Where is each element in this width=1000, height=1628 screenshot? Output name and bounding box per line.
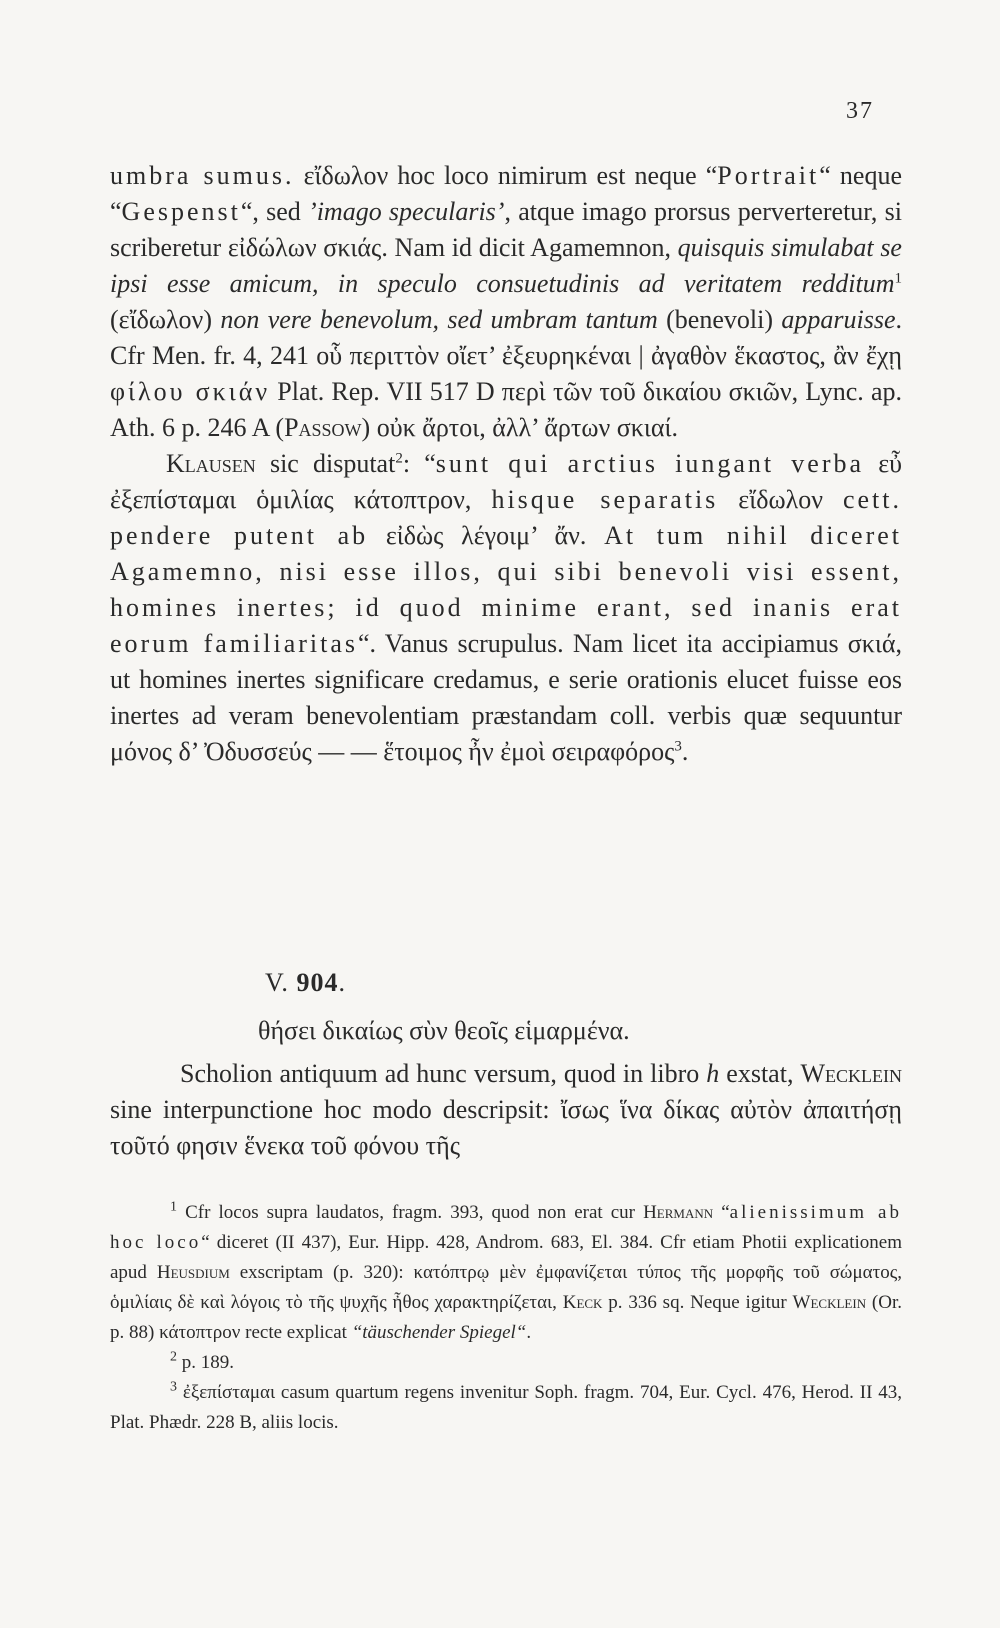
footnote-label: 1	[170, 1199, 177, 1215]
footnotes	[110, 1198, 902, 1438]
greek-text: ἐξεπίσταμαι	[177, 1382, 276, 1403]
text-segment: Plat. Rep. VII 517 D	[270, 377, 502, 406]
italic-text: quisquis simulabat se ipsi esse amicum, in speculo consuetudinis ad veritatem redditum	[110, 233, 902, 298]
page-number: 37	[846, 98, 874, 124]
text-segment: “	[713, 1202, 730, 1223]
greek-spaced-text: φίλου σκιάν	[110, 377, 271, 406]
text-segment: .	[681, 737, 689, 766]
text-segment: sic disputat	[255, 449, 396, 478]
greek-text: ἴσως ἵνα δίκας αὐτὸν ἀπαιτήσῃ τοῦτό φησιν ἕνεκα τοῦ φόνου τῆς	[110, 1095, 903, 1160]
text-segment: )	[361, 413, 377, 442]
heading-prefix: V.	[265, 968, 297, 997]
text-segment: Cfr locos supra laudatos, fragm. 393, quod non erat cur	[177, 1202, 644, 1223]
text-segment: hoc loco nimirum est neque “	[397, 161, 718, 190]
small-caps-name: Klausen	[166, 449, 256, 478]
text-segment: (benevoli)	[657, 305, 782, 334]
greek-text: εἰδὼς λέγοιμ’ ἄν	[368, 521, 580, 550]
greek-text: σκιά	[847, 629, 896, 658]
greek-text: οὗ περιττὸν οἴετ’ ἐξευρηκέναι | ἀγαθὸν ἕκαστος, ἂν ἔχῃ	[316, 341, 902, 370]
small-caps-name: Wecklein	[792, 1292, 867, 1313]
text-segment: umbra sumus.	[110, 161, 295, 190]
text-segment: (Or. p. 88)	[110, 1292, 902, 1343]
text-segment: .	[671, 413, 678, 442]
text-segment: “ diceret (II 437), Eur. Hipp. 428, Androm. 683, El. 384. Cfr etiam Photii explicationem apud	[110, 1232, 902, 1283]
text-segment: “ neque “	[110, 161, 902, 226]
text-segment: exstat,	[719, 1059, 801, 1088]
text-segment: p. 336 sq. Neque igitur	[602, 1292, 793, 1313]
small-caps-name: Passow	[284, 413, 362, 442]
text-segment: casum quartum regens invenitur Soph. fragm. 704, Eur. Cycl. 476, Herod. II 43, Plat. Phædr. 228 B, aliis locis.	[110, 1382, 902, 1433]
small-caps-name: Heusdium	[156, 1262, 230, 1283]
text-segment: “, sed	[240, 197, 309, 226]
text-segment: . Cfr Men. fr. 4, 241	[110, 305, 902, 370]
spaced-text: Gespenst	[121, 197, 241, 226]
text-segment: .	[526, 1322, 532, 1343]
spaced-text: Portrait	[717, 161, 820, 190]
greek-text: εἴδωλον	[118, 305, 204, 334]
text-segment: , ut homines inertes significare credamus, e serie orationis elucet fuisse eos inertes ad veram benevolentiam præstandam coll. verbis quæ sequuntur	[110, 629, 902, 730]
italic-text: ’imago specularis’	[308, 197, 505, 226]
text-segment: recte explicat	[240, 1322, 352, 1343]
greek-text: εἴδωλον	[718, 485, 843, 514]
paragraph-2	[110, 446, 902, 770]
footnote-ref-2[interactable]: 2	[395, 450, 403, 467]
greek-text: οὐκ ἄρτοι, ἀλλ’ ἄρτων σκιαί	[376, 413, 672, 442]
footnote-1	[110, 1198, 902, 1348]
spaced-text: cett. pendere putent ab	[110, 485, 902, 550]
footnote-label: 3	[170, 1379, 177, 1395]
greek-text: κάτοπτρον	[159, 1322, 241, 1343]
greek-text: εἰδώλων σκιάς	[227, 233, 382, 262]
small-caps-name: Wecklein	[800, 1059, 902, 1088]
spaced-text: At tum nihil diceret Agamemno, nisi esse illos, qui sibi benevoli visi essent, homines inertes; id quod minime erant, sed inanis erat eorum familiaritas	[110, 521, 903, 658]
italic-text: apparuisse	[781, 305, 896, 334]
footnote-ref-3[interactable]: 3	[674, 738, 682, 755]
greek-text: εἴδωλον	[294, 161, 398, 190]
spaced-text: hisque separatis	[491, 485, 719, 514]
footnote-2	[110, 1348, 902, 1378]
text-segment: .	[579, 521, 605, 550]
spaced-text: alienissimum ab hoc loco	[110, 1202, 902, 1253]
footnote-label: 2	[170, 1349, 177, 1365]
text-segment: exscriptam (p. 320):	[229, 1262, 414, 1283]
text-segment: Scholion antiquum ad hunc versum, quod in libro	[180, 1059, 707, 1088]
italic-text: “täuschender Spiegel“	[351, 1322, 527, 1343]
section-heading	[265, 968, 346, 998]
paragraph-3	[110, 1056, 902, 1164]
text-segment: , Lync. ap. Ath. 6 p. 246 A (	[110, 377, 902, 442]
text-segment: , atque imago prorsus perverteretur, si scriberetur	[110, 197, 902, 262]
verse-number: 904	[296, 968, 339, 997]
footnote-3	[110, 1378, 902, 1438]
heading-suffix: .	[338, 968, 346, 997]
footnote-ref-1[interactable]: 1	[894, 270, 902, 287]
greek-text: εὖ ἐξεπίσταμαι ὁμιλίας κάτοπτρον,	[110, 449, 902, 514]
text-segment: . Nam id dicit Agamemnon,	[381, 233, 678, 262]
text-segment: ,	[552, 1292, 563, 1313]
text-segment: )	[203, 305, 221, 334]
scholion-text	[110, 1056, 902, 1164]
small-caps-name: Keck	[562, 1292, 603, 1313]
small-caps-name: Hermann	[643, 1202, 714, 1223]
verse-quotation: θήσει δικαίως σὺν θεοῖς εἱμαρμένα.	[258, 1016, 630, 1045]
main-text	[110, 158, 902, 770]
text-segment: “. Vanus scrupulus. Nam licet ita accipiamus	[358, 629, 848, 658]
paragraph-1	[110, 158, 902, 446]
greek-text: περὶ τῶν τοῦ δικαίου σκιῶν	[501, 377, 792, 406]
text-segment: (	[110, 305, 119, 334]
italic-text: non vere benevolum, sed umbram tantum	[220, 305, 658, 334]
text-segment: sine interpunctione hoc modo descripsit:	[110, 1095, 561, 1124]
greek-text: μόνος δ’ Ὀδυσσεύς — — ἕτοιμος ἦν ἐμοὶ σειραφόρος	[110, 737, 675, 766]
italic-text: h	[706, 1059, 720, 1088]
text-segment: p. 189.	[177, 1352, 234, 1373]
text-segment: : “	[402, 449, 436, 478]
greek-text: κατόπτρῳ μὲν ἐμφανίζεται τύπος τῆς μορφῆς τοῦ σώματος, ὁμιλίαις δὲ καὶ λόγοις τὸ τῆς ψυχῆς ἦθος χαρακτηρίζεται	[110, 1262, 902, 1313]
spaced-text: sunt qui arctius iungant verba	[435, 449, 865, 478]
